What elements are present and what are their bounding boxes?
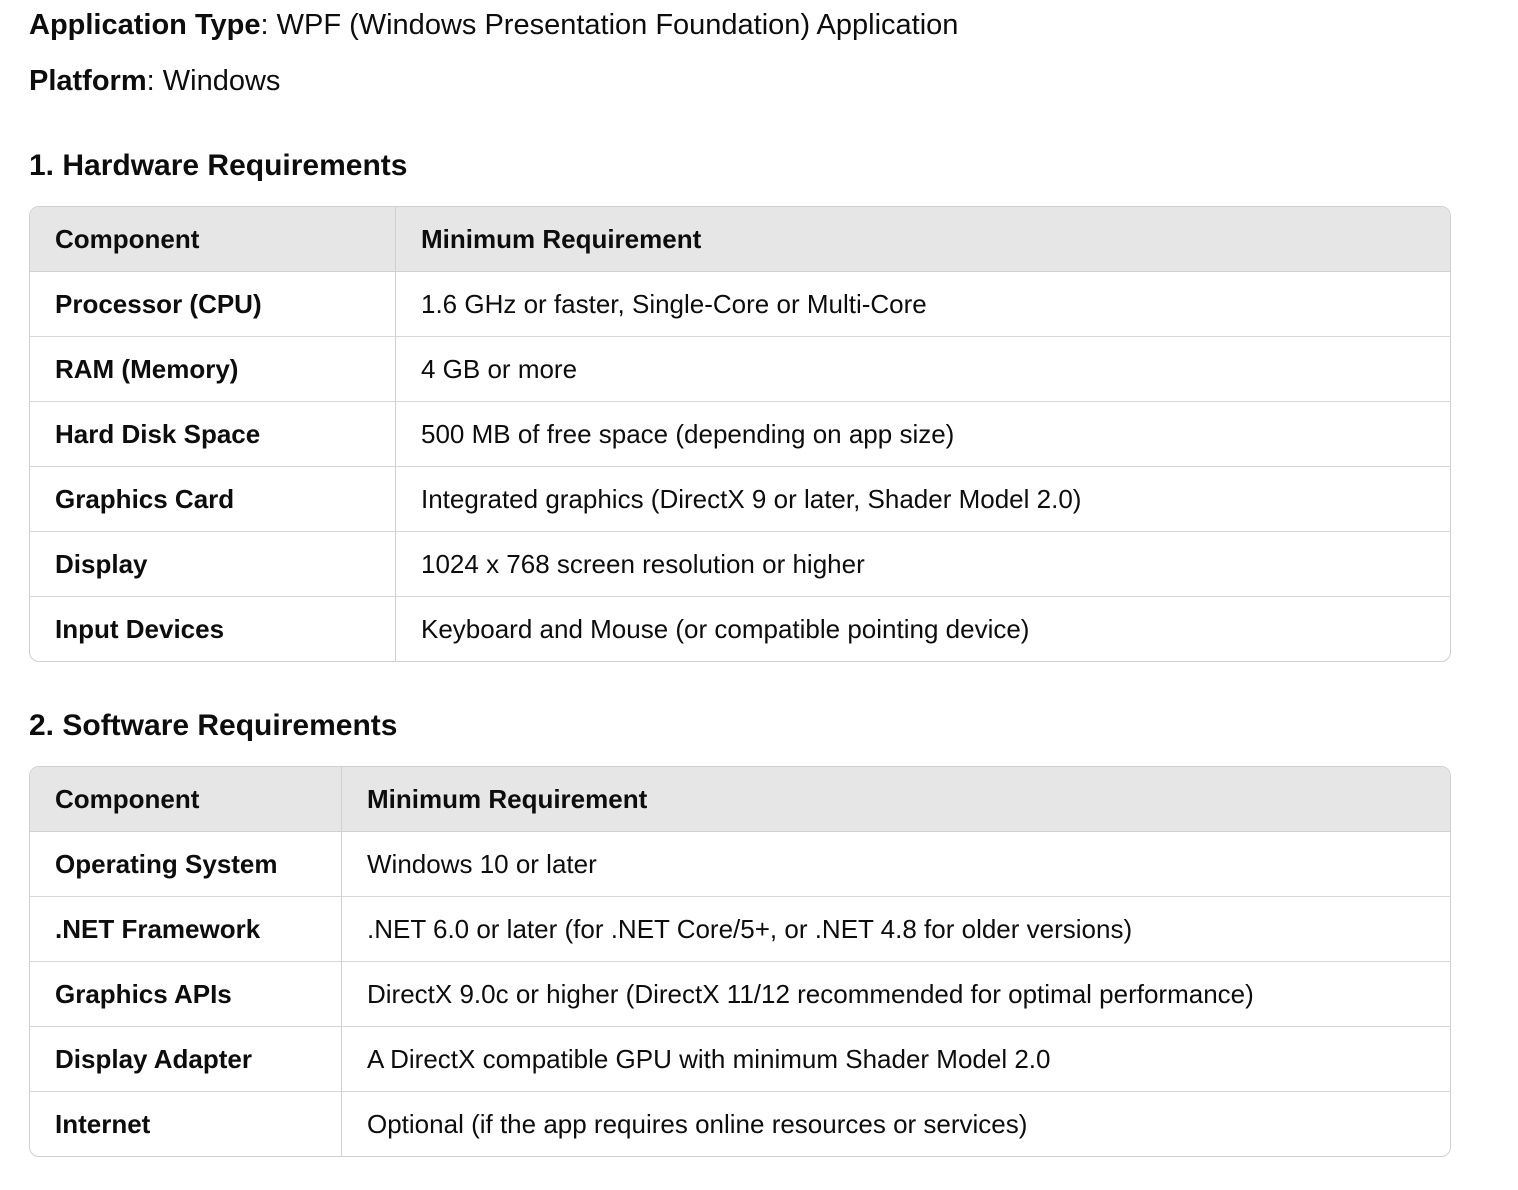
table-row [30, 962, 1450, 1027]
table-row [30, 1092, 1450, 1157]
requirement-cell: 4 GB or more [396, 337, 1451, 402]
application-type-line [29, 9, 958, 42]
column-header: Component [30, 207, 396, 272]
platform-value: : Windows [146, 65, 281, 97]
table-row [30, 1027, 1450, 1092]
table-row [30, 402, 1450, 467]
requirement-cell: Integrated graphics (DirectX 9 or later, Shader Model 2.0) [396, 467, 1451, 532]
requirement-cell: 1024 x 768 screen resolution or higher [396, 532, 1451, 597]
column-header: Minimum Requirement [342, 767, 1451, 832]
requirement-cell: Optional (if the app requires online resources or services) [342, 1092, 1451, 1157]
software-requirements-table [29, 766, 1451, 1157]
component-cell: Hard Disk Space [30, 402, 396, 467]
component-cell: .NET Framework [30, 897, 342, 962]
hardware-requirements-table [29, 206, 1451, 662]
requirement-cell: DirectX 9.0c or higher (DirectX 11/12 recommended for optimal performance) [342, 962, 1451, 1027]
table-row [30, 272, 1450, 337]
table-row [30, 832, 1450, 897]
requirement-cell: A DirectX compatible GPU with minimum Shader Model 2.0 [342, 1027, 1451, 1092]
platform-label: Platform [29, 65, 147, 97]
component-cell: Processor (CPU) [30, 272, 396, 337]
requirement-cell: .NET 6.0 or later (for .NET Core/5+, or .NET 4.8 for older versions) [342, 897, 1451, 962]
hardware-requirements-heading: 1. Hardware Requirements [29, 149, 408, 182]
component-cell: Display Adapter [30, 1027, 342, 1092]
table-header-row [30, 207, 1450, 272]
table-row [30, 467, 1450, 532]
component-cell: Graphics Card [30, 467, 396, 532]
column-header: Component [30, 767, 342, 832]
requirement-cell: Keyboard and Mouse (or compatible pointing device) [396, 597, 1451, 662]
component-cell: Display [30, 532, 396, 597]
component-cell: RAM (Memory) [30, 337, 396, 402]
component-cell: Input Devices [30, 597, 396, 662]
software-requirements-heading: 2. Software Requirements [29, 709, 398, 742]
component-cell: Operating System [30, 832, 342, 897]
component-cell: Internet [30, 1092, 342, 1157]
requirement-cell: 1.6 GHz or faster, Single-Core or Multi-Core [421, 288, 927, 319]
requirement-cell: Windows 10 or later [367, 848, 597, 879]
application-type-value: : WPF (Windows Presentation Foundation) Application [260, 9, 959, 41]
platform-line [29, 65, 280, 98]
requirement-cell: 500 MB of free space (depending on app size) [396, 402, 1451, 467]
table-row [30, 897, 1450, 962]
table-row [30, 597, 1450, 662]
table-header-row [30, 767, 1450, 832]
component-cell: Graphics APIs [30, 962, 342, 1027]
column-header: Minimum Requirement [396, 207, 1451, 272]
table-row [30, 337, 1450, 402]
table-row [30, 532, 1450, 597]
application-type-label: Application Type [29, 9, 261, 41]
